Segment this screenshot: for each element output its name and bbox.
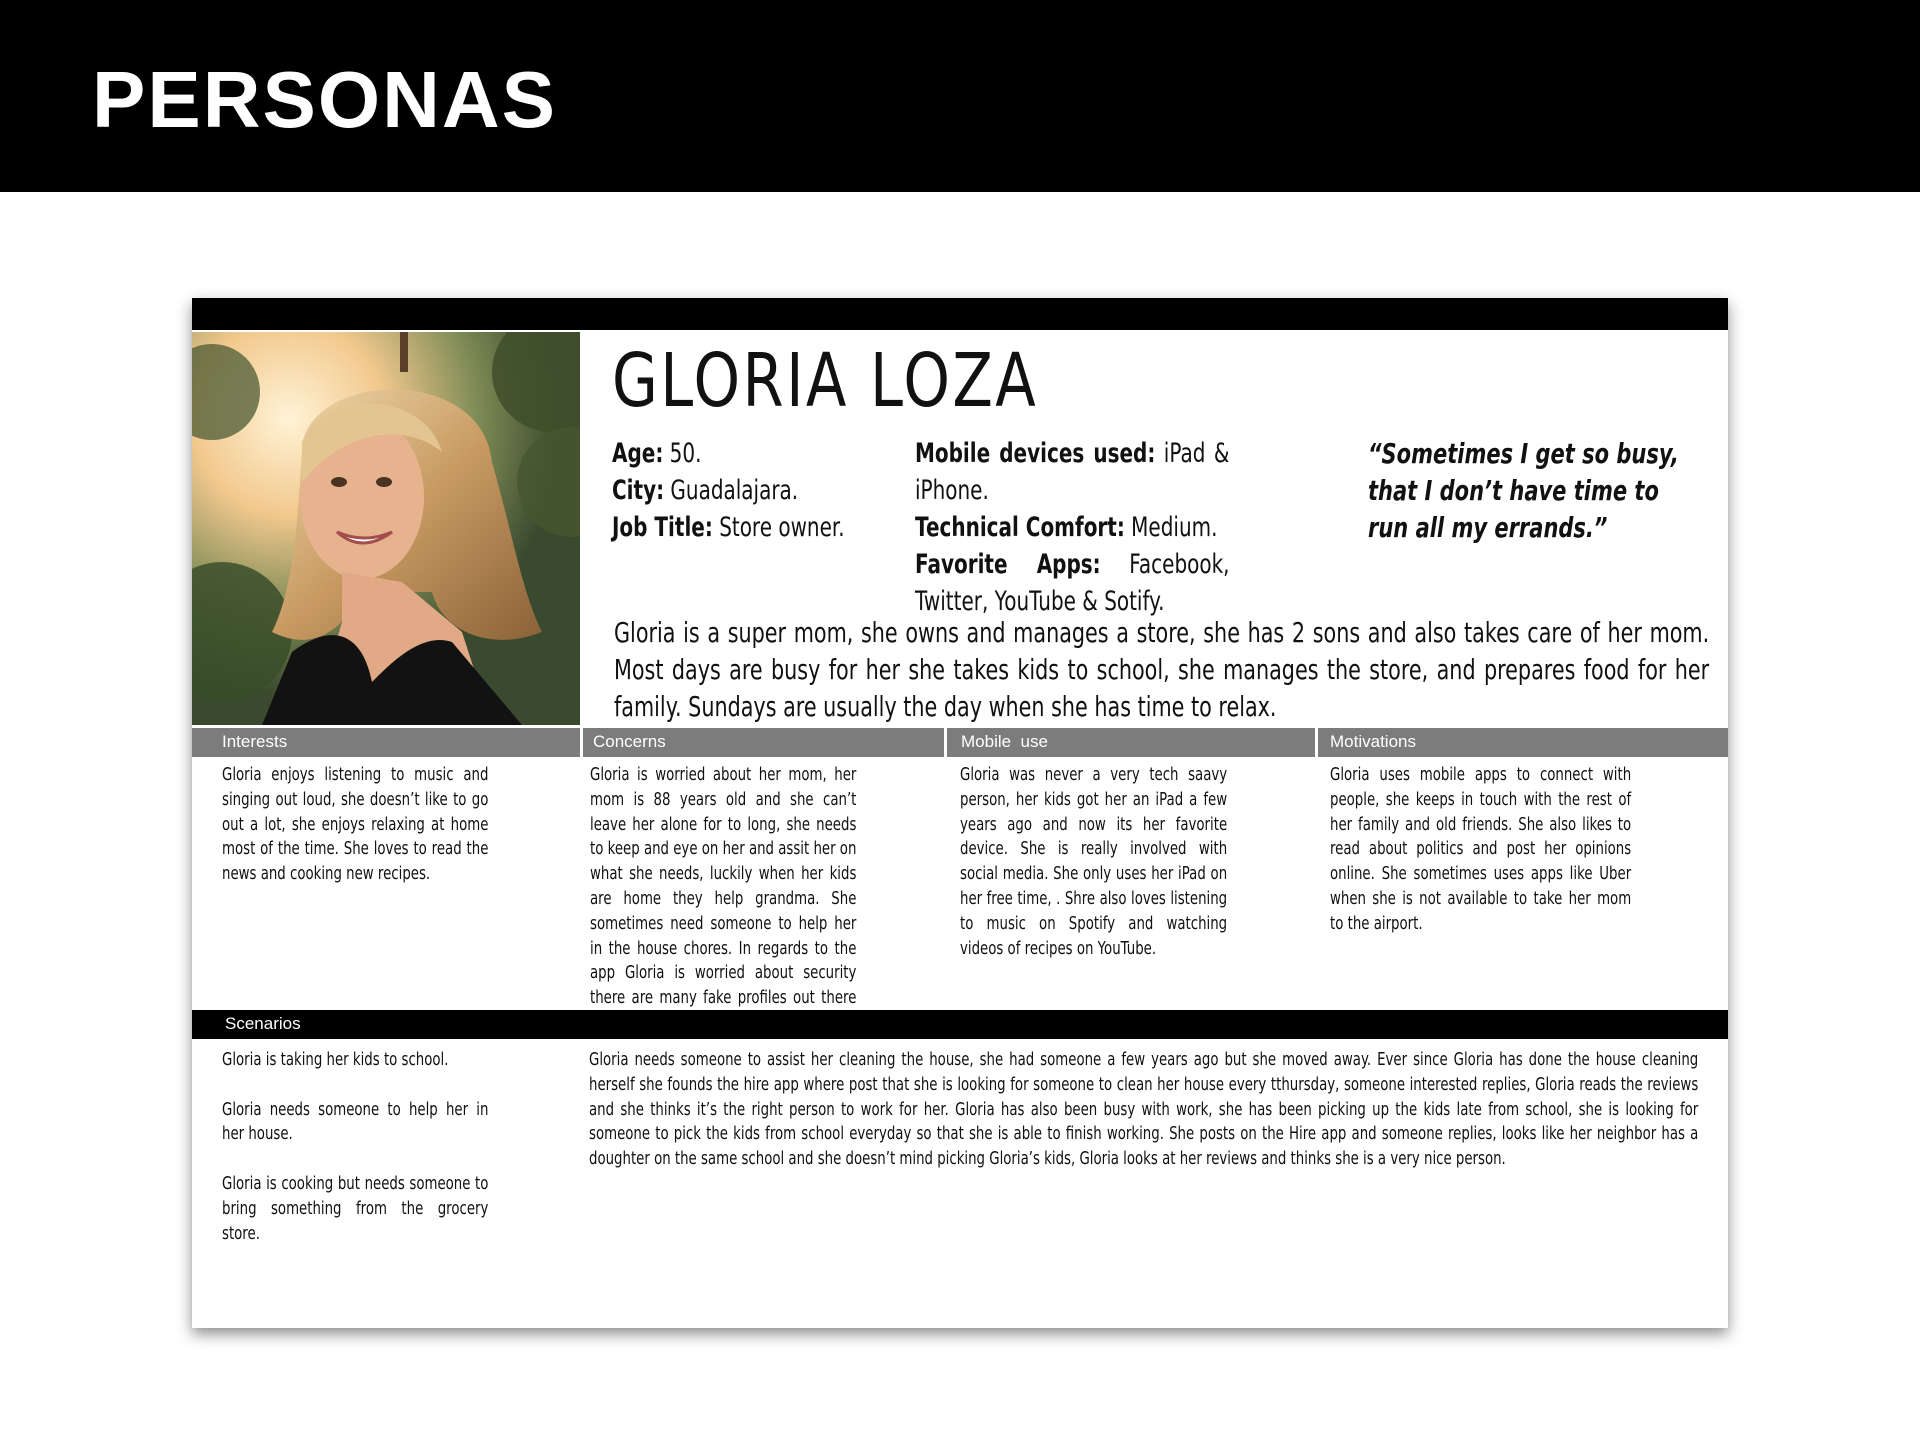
persona-photo [192,332,580,725]
persona-tech-info [915,435,1230,620]
age-value: 50. [669,438,702,469]
motivations-header: Motivations [1330,732,1416,751]
card-top-bar [192,298,1728,330]
devices-label: Mobile devices used: [915,438,1156,469]
persona-bio: Gloria is a super mom, she owns and manages a store, she has 2 sons and also takes care of her mom. Most days are busy for her she takes kids to school, she manages the store, and prepares food for her family. Sundays are usually the day when she has time to relax. [614,616,1710,723]
page-header [0,0,1920,192]
concerns-header: Concerns [593,732,666,751]
age-label: Age: [612,438,664,469]
devices-row [915,435,1230,509]
persona-name: GLORIA LOZA [612,338,1039,424]
city-value: Guadalajara. [670,475,799,506]
job-title-value: Store owner. [719,512,845,543]
motivations-text: Gloria uses mobile apps to connect with people, she keeps in touch with the rest of her family and old friends. She also likes to read about politics and post her opinions online. She sometimes uses apps like Uber when she is not available to take her mom to the airport. [1330,764,1632,934]
persona-quote: “Sometimes I get so busy, that I don’t have time to run all my errands.” [1368,437,1679,544]
age-row [612,435,849,472]
scenario-detail: Gloria needs someone to assist her cleaning the house, she had someone a few years ago but she moved away. Ever since Gloria has done the house cleaning herself she founds the hire app where post that she is looking for someone to clean her house every tthursday, someone interested replies, Gloria reads the reviews and she thinks it’s the right person to work for her. Gloria has also been busy with work, she has been picking up the kids late from school, she is looking for someone to pick the kids from school everyday so that she is able to finish working. She posts on the Hire app and someone replies, looks like her neighbor has a doughter on the same school and she doesn’t mind picking Gloria’s kids, Gloria looks at her reviews and thinks she is a very nice person. [589,1049,1699,1170]
scenario-item: Gloria is cooking but needs someone to bring something from the grocery store. [222,1172,489,1244]
interests-text: Gloria enjoys listening to music and singing out loud, she doesn’t like to go out a lot, she enjoys relaxing at home most of the time. She loves to read the news and cooking new recipes. [222,764,489,885]
scenarios-bar [192,1010,1728,1039]
tech-comfort-row [915,509,1230,546]
section-divider [1315,728,1318,757]
scenario-list [222,1048,488,1271]
favorite-apps-value: Facebook, Twitter, YouTube & Sotify. [915,549,1230,617]
section-header-bar [192,728,1728,757]
portrait-photo-icon [192,332,580,725]
scenarios-header: Scenarios [225,1014,301,1033]
mobile-use-header: Mobile use [961,732,1048,751]
mobile-use-text: Gloria was never a very tech saavy person, her kids got her an iPad a few years ago and now its her favorite device. She is really involved with social media. She only uses her iPad on her free time, . Shre also loves listening to music on Spotify and watching videos of recipes on YouTube. [960,764,1228,959]
favorite-apps-label: Favorite Apps: [915,549,1101,580]
persona-card [192,298,1728,1328]
concerns-text: Gloria is worried about her mom, her mom is 88 years old and she can’t leave her alone for to long, she needs to keep and eye on her and assit her on what she needs, luckily when her kids are home they help grandma. She sometimes need someone to help her in the house chores. In regards to the app Gloria is worried about security there are many fake profiles out there [590,764,857,1009]
scenario-item: Gloria is taking her kids to school. [222,1049,449,1070]
interests-header: Interests [222,732,288,751]
page-title: PERSONAS [92,55,557,144]
devices-value: iPad & iPhone. [915,438,1230,506]
tech-comfort-value: Medium. [1131,512,1218,543]
persona-basic-info [612,435,849,546]
city-label: City: [612,475,665,506]
favorite-apps-row [915,546,1230,620]
section-divider [580,728,583,757]
city-row [612,472,849,509]
job-title-row [612,509,849,546]
job-title-label: Job Title: [612,512,713,543]
section-divider [944,728,947,757]
tech-comfort-label: Technical Comfort: [915,512,1125,543]
scenario-item: Gloria needs someone to help her in her house. [222,1098,489,1145]
